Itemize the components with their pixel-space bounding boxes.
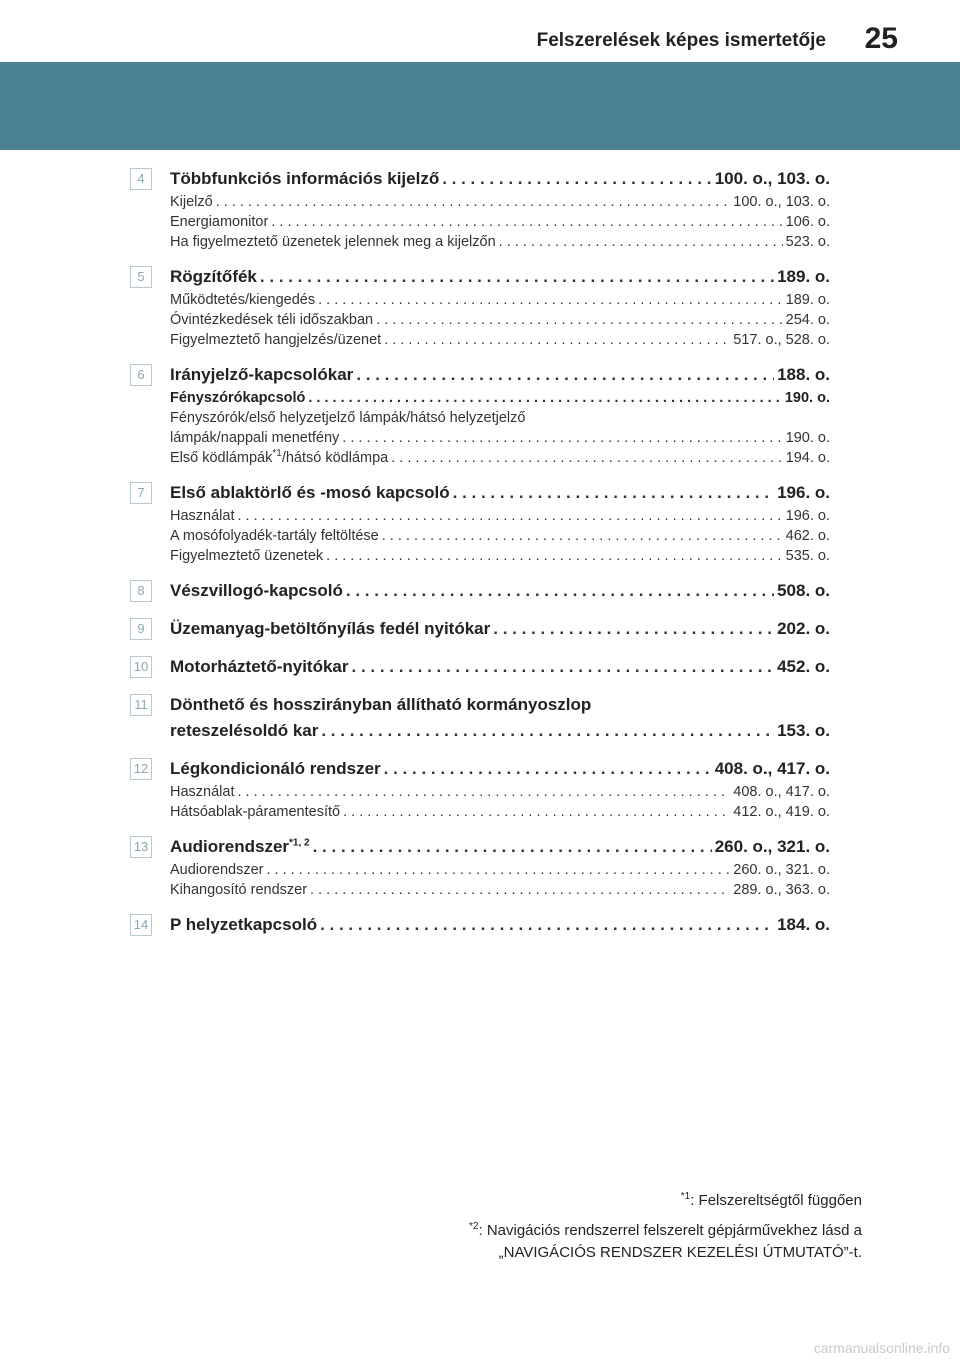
sub-entry-title: Használat (170, 784, 235, 800)
sub-entry-title: Hátsóablak-páramentesítő (170, 804, 341, 820)
sub-entry-title: A mosófolyadék-tartály feltöltése (170, 528, 379, 544)
page-header (0, 0, 960, 150)
entry-heading[interactable] (170, 616, 830, 642)
entry-title: Többfunkciós információs kijelző (170, 169, 440, 188)
entry-heading[interactable] (170, 834, 830, 860)
list-item (130, 362, 830, 468)
sub-entry[interactable] (170, 880, 830, 900)
label-part: /hátsó ködlámpa (281, 450, 389, 466)
entry-heading[interactable] (170, 578, 830, 604)
sub-entry-title: Audiorendszer (170, 862, 264, 878)
leader-dots (356, 362, 774, 388)
entry-heading[interactable] (170, 264, 830, 290)
leader-dots (346, 578, 774, 604)
sub-entry[interactable] (170, 388, 830, 408)
sub-entry[interactable] (170, 860, 830, 880)
sub-entry-title: Óvintézkedések téli időszakban (170, 312, 374, 328)
sub-entry-title: Energiamonitor (170, 214, 269, 230)
page-ref: 202. o. (777, 619, 830, 638)
sub-entry[interactable] (170, 330, 830, 350)
page-ref: 189. o. (777, 267, 830, 286)
page-ref: 412. o., 419. o. (733, 804, 830, 820)
entry-title: Üzemanyag-betöltőnyílás fedél nyitókar (170, 619, 491, 638)
leader-dots (260, 264, 774, 290)
leader-dots (352, 654, 775, 680)
page-ref: 452. o. (777, 657, 830, 676)
list-item (130, 166, 830, 252)
entry-title: Vészvillogó-kapcsoló (170, 581, 343, 600)
section-title: Felszerelések képes ismertetője (536, 30, 826, 51)
leader-dots (499, 232, 783, 252)
list-item (130, 756, 830, 822)
item-number-badge: 4 (130, 168, 152, 190)
leader-dots (313, 834, 712, 860)
page-ref: 189. o. (785, 292, 830, 308)
page-ref: 100. o., 103. o. (714, 169, 830, 188)
page-ref: 153. o. (777, 721, 830, 740)
entry-heading[interactable] (170, 718, 830, 744)
entry-title-line: Dönthető és hosszirányban állítható kormányoszlop (170, 695, 592, 714)
list-item (130, 912, 830, 938)
page-ref: 188. o. (777, 365, 830, 384)
leader-dots (326, 546, 783, 566)
sub-entry[interactable] (170, 802, 830, 822)
page-number: 25 (864, 22, 898, 55)
entry-title: Motorháztető-nyitókar (170, 657, 349, 676)
sub-entry-title (170, 448, 388, 468)
footnote-mark: *1 (272, 448, 282, 460)
footnote-2 (469, 1220, 862, 1242)
sub-entry-title: Fényszórókapcsoló (170, 390, 306, 406)
list-item (130, 692, 830, 744)
leader-dots (376, 310, 783, 330)
page-ref: 106. o. (785, 214, 830, 230)
list-item (130, 480, 830, 566)
page-ref: 523. o. (785, 234, 830, 250)
sub-entry[interactable] (170, 192, 830, 212)
sub-entry[interactable] (170, 782, 830, 802)
item-number-badge: 10 (130, 656, 152, 678)
leader-dots (493, 616, 774, 642)
entry-title: P helyzetkapcsoló (170, 915, 318, 934)
sub-entry-title: Figyelmeztető hangjelzés/üzenet (170, 332, 382, 348)
footnote-text: : Felszereltségtől függően (690, 1192, 862, 1209)
page-ref: 408. o., 417. o. (733, 784, 830, 800)
leader-dots (442, 166, 712, 192)
sub-entry[interactable] (170, 546, 830, 566)
page-ref: 194. o. (785, 450, 830, 466)
footnote-text: : Navigációs rendszerrel felszerelt gépjárművekhez lásd a (478, 1222, 862, 1239)
sub-entry-title: Működtetés/kiengedés (170, 292, 316, 308)
leader-dots (391, 448, 782, 468)
page-ref: 408. o., 417. o. (714, 759, 830, 778)
entry-title: Rögzítőfék (170, 267, 257, 286)
item-number-badge: 9 (130, 618, 152, 640)
leader-dots (237, 782, 730, 802)
header-banner (0, 62, 960, 150)
index-list (130, 166, 830, 950)
page-ref: 260. o., 321. o. (714, 837, 830, 856)
leader-dots (310, 880, 730, 900)
footnote-1 (469, 1190, 862, 1212)
page-ref: 184. o. (777, 915, 830, 934)
list-item (130, 616, 830, 642)
footnote-mark: *1 (680, 1191, 691, 1202)
page-ref: 535. o. (785, 548, 830, 564)
leader-dots (343, 802, 730, 822)
page-ref: 508. o. (777, 581, 830, 600)
list-item (130, 834, 830, 900)
sub-entry-title: Használat (170, 508, 235, 524)
item-number-badge: 5 (130, 266, 152, 288)
sub-entry-line: Fényszórók/első helyzetjelző lámpák/hátsó helyzetjelző (170, 410, 526, 426)
item-number-badge: 12 (130, 758, 152, 780)
page-ref: 100. o., 103. o. (733, 194, 830, 210)
sub-entry-title: Kijelző (170, 194, 213, 210)
item-number-badge: 8 (130, 580, 152, 602)
watermark: carmanualsonline.info (813, 1340, 950, 1356)
item-number-badge: 13 (130, 836, 152, 858)
item-number-badge: 14 (130, 914, 152, 936)
leader-dots (382, 526, 783, 546)
page-ref: 260. o., 321. o. (733, 862, 830, 878)
entry-heading[interactable] (170, 912, 830, 938)
item-number-badge: 6 (130, 364, 152, 386)
entry-heading[interactable] (170, 166, 830, 192)
page-ref: 190. o. (785, 430, 830, 446)
leader-dots (320, 912, 774, 938)
entry-heading[interactable] (170, 654, 830, 680)
entry-heading[interactable] (170, 480, 830, 506)
footnotes (469, 1190, 862, 1264)
page-ref: 190. o. (784, 390, 830, 406)
leader-dots (321, 718, 774, 744)
label-part: Első ködlámpák (170, 450, 273, 466)
sub-entry[interactable] (170, 506, 830, 526)
leader-dots (453, 480, 774, 506)
footnote-mark: *1, 2 (289, 837, 310, 849)
entry-title: Légkondicionáló rendszer (170, 759, 381, 778)
page-ref: 517. o., 528. o. (733, 332, 830, 348)
label-part: Audiorendszer (170, 837, 290, 856)
sub-entry-title: Ha figyelmeztető üzenetek jelennek meg a kijelzőn (170, 234, 496, 250)
page-ref: 289. o., 363. o. (733, 882, 830, 898)
footnote-2-line-2: „NAVIGÁCIÓS RENDSZER KEZELÉSI ÚTMUTATÓ”-t. (498, 1244, 862, 1261)
entry-heading[interactable] (170, 362, 830, 388)
page-ref: 196. o. (777, 483, 830, 502)
sub-entry[interactable] (170, 526, 830, 546)
leader-dots (237, 506, 782, 526)
list-item (130, 264, 830, 350)
entry-title: Irányjelző-kapcsolókar (170, 365, 354, 384)
sub-entry[interactable] (170, 310, 830, 330)
list-item (130, 654, 830, 680)
leader-dots (216, 192, 731, 212)
entry-title: Első ablaktörlő és -mosó kapcsoló (170, 483, 450, 502)
sub-entry[interactable] (170, 290, 830, 310)
list-item (130, 578, 830, 604)
item-number-badge: 7 (130, 482, 152, 504)
sub-entry-title: Figyelmeztető üzenetek (170, 548, 324, 564)
entry-title (170, 834, 310, 860)
entry-heading[interactable] (170, 756, 830, 782)
page-ref: 254. o. (785, 312, 830, 328)
sub-entry[interactable] (170, 428, 830, 448)
leader-dots (271, 212, 782, 232)
footnote-mark: *2 (469, 1221, 479, 1232)
sub-entry[interactable] (170, 448, 830, 468)
sub-entry[interactable] (170, 232, 830, 252)
leader-dots (384, 756, 712, 782)
sub-entry[interactable] (170, 212, 830, 232)
leader-dots (308, 388, 781, 408)
leader-dots (267, 860, 731, 880)
leader-dots (342, 428, 782, 448)
page-ref: 462. o. (785, 528, 830, 544)
sub-entry-title: Kihangosító rendszer (170, 882, 308, 898)
leader-dots (384, 330, 730, 350)
item-number-badge: 11 (130, 694, 152, 716)
leader-dots (318, 290, 783, 310)
entry-title: reteszelésoldó kar (170, 721, 319, 740)
page-ref: 196. o. (785, 508, 830, 524)
sub-entry-title: lámpák/nappali menetfény (170, 430, 340, 446)
